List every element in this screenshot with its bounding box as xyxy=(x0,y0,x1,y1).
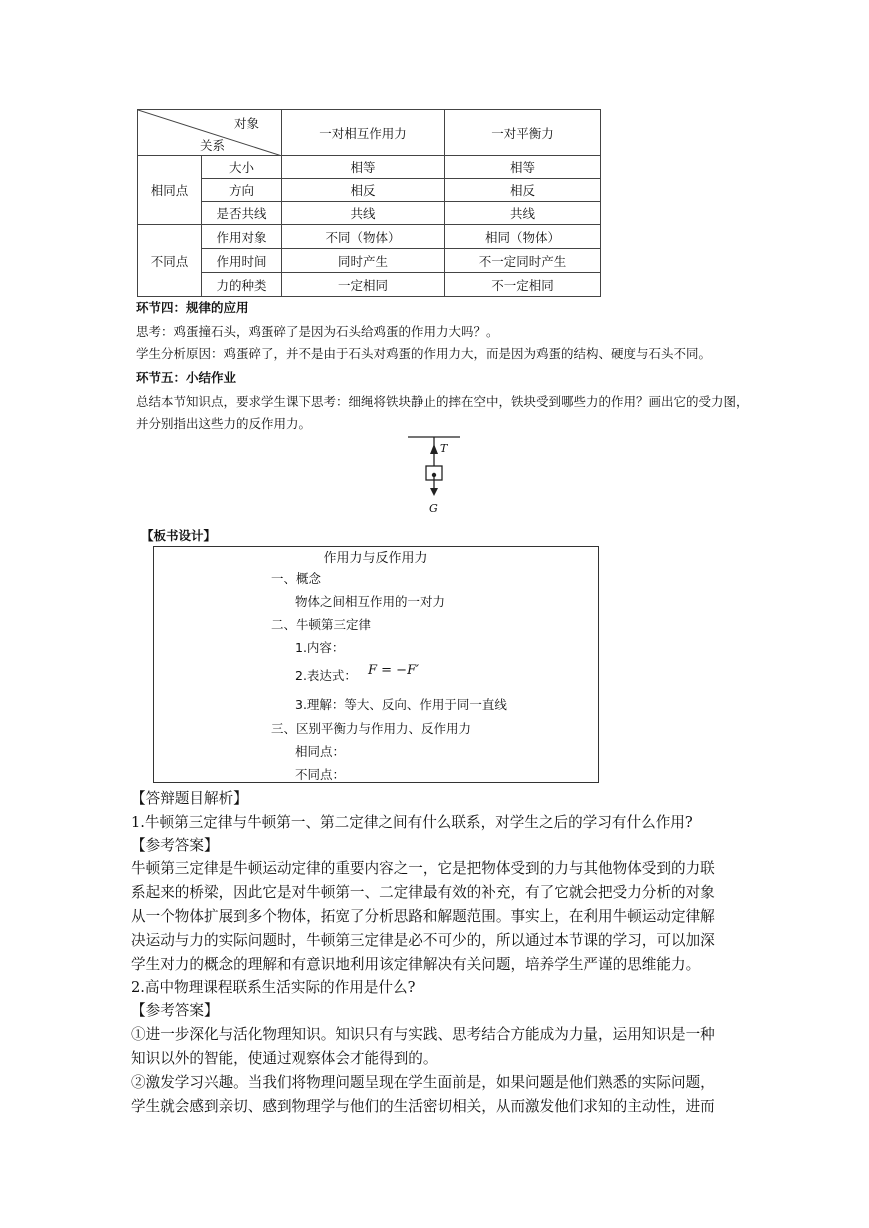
board-line: 二、牛顿第三定律 xyxy=(271,617,372,632)
answer-line: 从一个物体扩展到多个物体，拓宽了分析思路和解题范围。事实上，在利用牛顿运动定律解 xyxy=(131,908,715,925)
gravity-label: G xyxy=(429,502,438,515)
board-line: 2.表达式： xyxy=(295,668,357,683)
board-line: 1.内容： xyxy=(295,640,345,655)
comparison-table xyxy=(137,109,601,297)
cell: 同时产生 xyxy=(282,249,445,273)
section4-think: 思考：鸡蛋撞石头，鸡蛋碎了是因为石头给鸡蛋的作用力大吗？。 xyxy=(136,324,499,339)
reference-answer-label: 【参考答案】 xyxy=(131,837,219,854)
gravity-arrow xyxy=(430,488,438,496)
board-line: 三、区别平衡力与作用力、反作用力 xyxy=(271,721,472,736)
tension-arrow xyxy=(430,444,438,454)
section5-line2: 并分别指出这些力的反作用力。 xyxy=(136,416,312,431)
cell: 共线 xyxy=(445,202,601,225)
answer-line: 知识以外的智能，使通过观察体会才能得到的。 xyxy=(131,1050,438,1067)
answer-line: 学生就会感到亲切、感到物理学与他们的生活密切相关，从而激发他们求知的主动性，进而 xyxy=(131,1098,715,1115)
board-line: 相同点： xyxy=(295,744,346,759)
table-corner-cell xyxy=(138,110,282,156)
table-header-col2: 一对平衡力 xyxy=(445,110,601,156)
row-label: 大小 xyxy=(202,156,282,179)
cell: 相同（物体） xyxy=(445,225,601,249)
row-label: 是否共线 xyxy=(202,202,282,225)
section4-analysis: 学生分析原因：鸡蛋碎了，并不是由于石头对鸡蛋的作用力大，而是因为鸡蛋的结构、硬度与石头不同。 xyxy=(136,346,712,361)
section4-heading: 环节四：规律的应用 xyxy=(136,300,249,315)
group-label-diff: 不同点 xyxy=(138,225,202,297)
corner-top-label: 对象 xyxy=(234,116,260,131)
board-line: 一、概念 xyxy=(271,571,322,586)
group-label-same: 相同点 xyxy=(138,156,202,225)
answer-line: ①进一步深化与活化物理知识。知识只有与实践、思考结合方能成为力量，运用知识是一种 xyxy=(131,1026,715,1043)
question-2: 2.高中物理课程联系生活实际的作用是什么? xyxy=(131,979,416,996)
row-label: 作用时间 xyxy=(202,249,282,273)
cell: 不一定同时产生 xyxy=(445,249,601,273)
board-line: 物体之间相互作用的一对力 xyxy=(295,594,446,609)
answer-line: 牛顿第三定律是牛顿运动定律的重要内容之一，它是把物体受到的力与其他物体受到的力联 xyxy=(131,860,715,877)
answer-line: 决运动与力的实际问题时，牛顿第三定律是必不可少的，所以通过本节课的学习，可以加深 xyxy=(131,932,715,949)
cell: 相反 xyxy=(282,179,445,202)
section5-line1: 总结本节知识点，要求学生课下思考：细绳将铁块静止的摔在空中，铁块受到哪些力的作用？画出它的受力图， xyxy=(136,394,749,409)
board-formula: F = −F′ xyxy=(368,663,420,678)
board-line: 3.理解：等大、反向、作用于同一直线 xyxy=(295,697,507,712)
question-1: 1.牛顿第三定律与牛顿第一、第二定律之间有什么联系，对学生之后的学习有什么作用? xyxy=(131,814,693,831)
board-heading: 【板书设计】 xyxy=(141,528,217,543)
cell: 一定相同 xyxy=(282,273,445,297)
corner-bottom-label: 关系 xyxy=(200,138,226,153)
cell: 共线 xyxy=(282,202,445,225)
cell: 不一定相同 xyxy=(445,273,601,297)
cell: 不同（物体） xyxy=(282,225,445,249)
board-line: 不同点： xyxy=(295,767,346,782)
cell: 相等 xyxy=(282,156,445,179)
reference-answer-label: 【参考答案】 xyxy=(131,1002,219,1019)
row-label: 方向 xyxy=(202,179,282,202)
row-label: 力的种类 xyxy=(202,273,282,297)
tension-label: T xyxy=(440,442,448,455)
board-title: 作用力与反作用力 xyxy=(323,551,428,566)
board-box xyxy=(153,546,599,783)
answer-line: 系起来的桥梁，因此它是对牛顿第一、二定律最有效的补充，有了它就会把受力分析的对象 xyxy=(131,884,715,901)
table-header-col1: 一对相互作用力 xyxy=(282,110,445,156)
cell: 相等 xyxy=(445,156,601,179)
section5-heading: 环节五：小结作业 xyxy=(136,370,237,385)
answer-line: ②激发学习兴趣。当我们将物理问题呈现在学生面前是，如果问题是他们熟悉的实际问题， xyxy=(131,1074,715,1091)
answer-line: 学生对力的概念的理解和有意识地利用该定律解决有关问题，培养学生严谨的思维能力。 xyxy=(131,956,701,973)
qa-heading: 【答辩题目解析】 xyxy=(131,790,248,807)
row-label: 作用对象 xyxy=(202,225,282,249)
cell: 相反 xyxy=(445,179,601,202)
